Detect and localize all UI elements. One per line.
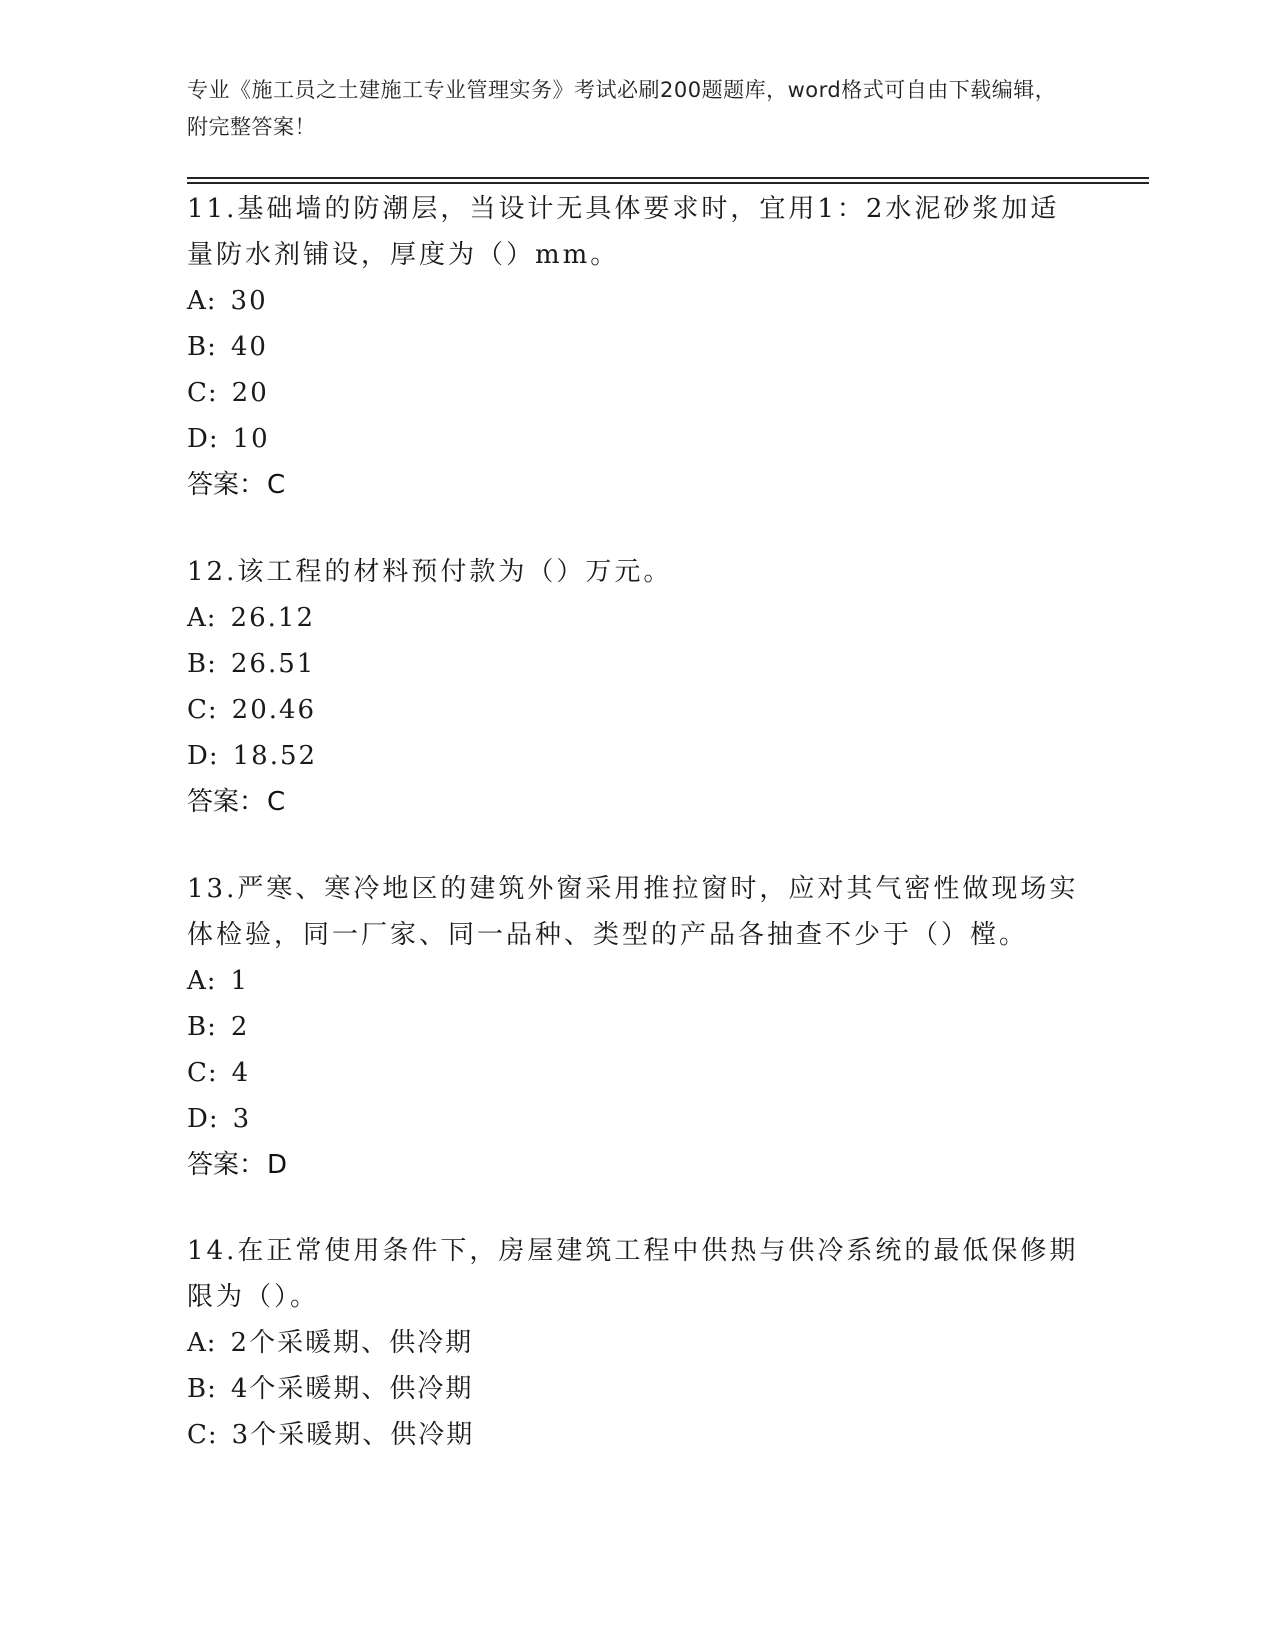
option-value: 26.12 <box>230 603 315 633</box>
option-letter: A: <box>187 1328 217 1358</box>
option-a <box>187 595 1087 641</box>
question-11 <box>187 186 1087 508</box>
option-value: 2个采暖期、供冷期 <box>230 1328 474 1358</box>
question-14 <box>187 1228 1087 1458</box>
option-letter: A: <box>187 966 217 996</box>
question-text: 14.在正常使用条件下，房屋建筑工程中供热与供冷系统的最低保修期限为（）。 <box>187 1236 1079 1312</box>
option-value: 20 <box>231 378 269 408</box>
answer-line <box>187 462 1087 508</box>
option-letter: B: <box>187 332 217 362</box>
option-c <box>187 370 1087 416</box>
answer-value: D <box>267 1150 288 1180</box>
option-b <box>187 1366 1087 1412</box>
option-letter: B: <box>187 1012 217 1042</box>
question-12 <box>187 549 1087 825</box>
option-c <box>187 687 1087 733</box>
option-value: 40 <box>230 332 268 362</box>
option-letter: D: <box>187 1104 219 1134</box>
option-a <box>187 1320 1087 1366</box>
option-letter: D: <box>187 741 219 771</box>
header-divider-top <box>187 177 1149 179</box>
answer-value: C <box>267 470 286 500</box>
option-letter: B: <box>187 649 217 679</box>
answer-label: 答案： <box>187 787 266 817</box>
option-value: 20.46 <box>231 695 317 725</box>
option-d <box>187 416 1087 462</box>
option-letter: B: <box>187 1374 217 1404</box>
option-letter: C: <box>187 695 218 725</box>
option-a <box>187 958 1087 1004</box>
option-b <box>187 1004 1087 1050</box>
option-c <box>187 1412 1087 1458</box>
answer-label: 答案： <box>187 1150 266 1180</box>
answer-label: 答案： <box>187 470 266 500</box>
option-d <box>187 1096 1087 1142</box>
option-letter: D: <box>187 424 219 454</box>
option-value: 1 <box>230 966 250 996</box>
option-value: 3 <box>232 1104 252 1134</box>
header-divider-bottom <box>187 182 1149 184</box>
option-value: 30 <box>230 286 268 316</box>
answer-line <box>187 1142 1087 1188</box>
option-d <box>187 733 1087 779</box>
option-value: 4 <box>231 1058 251 1088</box>
question-13 <box>187 866 1087 1188</box>
question-text: 12.该工程的材料预付款为（）万元。 <box>187 557 673 587</box>
option-letter: A: <box>187 603 217 633</box>
option-value: 2 <box>230 1012 250 1042</box>
option-letter: C: <box>187 1058 218 1088</box>
option-value: 4个采暖期、供冷期 <box>230 1374 474 1404</box>
option-letter: C: <box>187 378 218 408</box>
option-b <box>187 324 1087 370</box>
option-a <box>187 278 1087 324</box>
question-text: 13.严寒、寒冷地区的建筑外窗采用推拉窗时，应对其气密性做现场实体检验，同一厂家、同一品种、类型的产品各抽查不少于（）樘。 <box>187 874 1079 950</box>
document-header: 专业《施工员之土建施工专业管理实务》考试必刷200题题库，word格式可自由下载编辑，附完整答案！ <box>187 78 1057 139</box>
option-value: 3个采暖期、供冷期 <box>231 1420 475 1450</box>
answer-value: C <box>267 787 286 817</box>
option-letter: C: <box>187 1420 218 1450</box>
option-letter: A: <box>187 286 217 316</box>
question-text: 11.基础墙的防潮层，当设计无具体要求时，宜用1：2水泥砂浆加适量防水剂铺设，厚度为（）mm。 <box>187 194 1060 270</box>
option-value: 26.51 <box>230 649 316 679</box>
option-value: 10 <box>232 424 270 454</box>
option-value: 18.52 <box>232 741 318 771</box>
option-b <box>187 641 1087 687</box>
answer-line <box>187 779 1087 825</box>
option-c <box>187 1050 1087 1096</box>
